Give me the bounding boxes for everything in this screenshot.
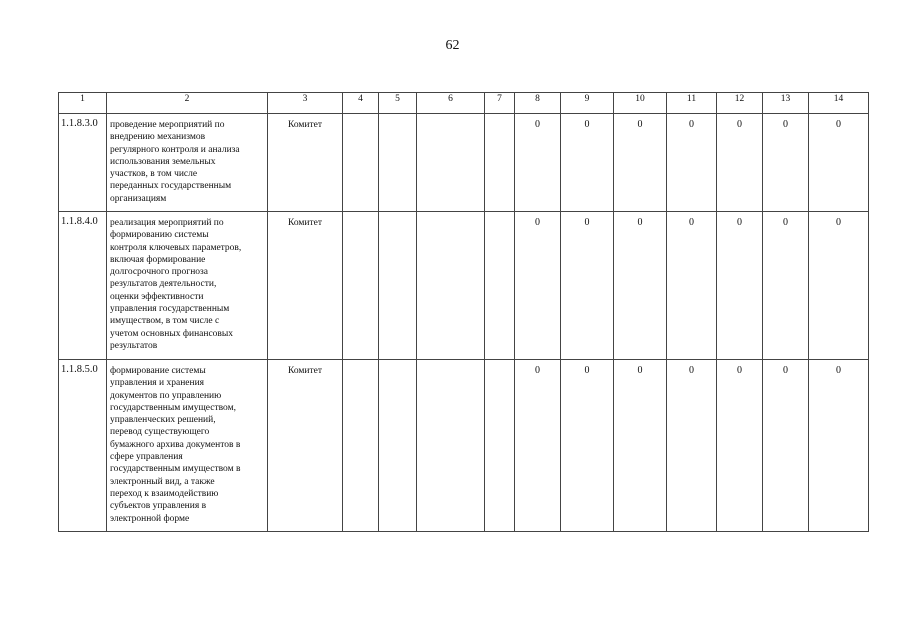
value-cell: 0	[614, 212, 667, 360]
empty-cell	[343, 114, 379, 212]
header-cell: 14	[809, 93, 869, 114]
header-cell: 5	[379, 93, 417, 114]
value-cell: 0	[614, 360, 667, 532]
value-cell: 0	[809, 212, 869, 360]
description-line: долгосрочного прогноза	[110, 267, 208, 278]
empty-cell	[417, 114, 485, 212]
description-line: электронной форме	[110, 513, 190, 524]
description-line: реализация мероприятий по	[110, 218, 224, 228]
header-cell: 12	[717, 93, 763, 114]
description-line: документов по управлению	[110, 390, 222, 401]
description-line: государственным имуществом в	[110, 464, 241, 475]
description-line: переданных государственным	[110, 181, 232, 192]
description-line: результатов деятельности,	[110, 279, 217, 290]
value-cell: 0	[763, 212, 809, 360]
header-cell: 1	[59, 93, 107, 114]
description-line: субъектов управления в	[110, 501, 207, 512]
value-cell: 0	[515, 114, 561, 212]
description-line: управления государственным	[110, 304, 230, 315]
header-cell: 2	[107, 93, 268, 114]
value-cell: 0	[515, 212, 561, 360]
empty-cell	[485, 360, 515, 532]
header-cell: 3	[268, 93, 343, 114]
program-table	[58, 92, 869, 532]
description-line: формирование системы	[110, 366, 206, 376]
row-code: 1.1.8.3.0	[59, 114, 107, 212]
row-executor: Комитет	[268, 360, 343, 532]
description-line: контроля ключевых параметров,	[110, 242, 242, 253]
header-cell: 9	[561, 93, 614, 114]
value-cell: 0	[561, 212, 614, 360]
description-line: электронный вид, а также	[110, 476, 215, 487]
empty-cell	[343, 212, 379, 360]
value-cell: 0	[763, 114, 809, 212]
description-line: регулярного контроля и анализа	[110, 144, 240, 155]
row-description	[107, 360, 268, 532]
empty-cell	[417, 360, 485, 532]
header-cell: 8	[515, 93, 561, 114]
description-line: управления и хранения	[110, 378, 205, 389]
empty-cell	[343, 360, 379, 532]
description-line: государственным имуществом,	[110, 402, 237, 413]
value-cell: 0	[561, 360, 614, 532]
row-executor: Комитет	[268, 212, 343, 360]
header-cell: 11	[667, 93, 717, 114]
description-line: имуществом, в том числе с	[110, 316, 220, 327]
description-line: проведение мероприятий по	[110, 120, 225, 130]
empty-cell	[379, 212, 417, 360]
value-cell: 0	[809, 114, 869, 212]
empty-cell	[379, 114, 417, 212]
value-cell: 0	[561, 114, 614, 212]
value-cell: 0	[717, 212, 763, 360]
description-line: результатов	[110, 340, 158, 351]
description-line: оценки эффективности	[110, 291, 204, 302]
header-cell: 7	[485, 93, 515, 114]
description-line: организациям	[110, 193, 167, 204]
value-cell: 0	[614, 114, 667, 212]
description-line: управленческих решений,	[110, 415, 216, 426]
header-row	[59, 93, 869, 114]
header-cell: 6	[417, 93, 485, 114]
value-cell: 0	[667, 360, 717, 532]
row-description	[107, 114, 268, 212]
row-description	[107, 212, 268, 360]
page-number: 62	[445, 38, 460, 53]
description-line: перевод существующего	[110, 427, 210, 438]
header-cell: 13	[763, 93, 809, 114]
description-line: переход к взаимодействию	[110, 488, 219, 499]
value-cell: 0	[515, 360, 561, 532]
row-executor: Комитет	[268, 114, 343, 212]
value-cell: 0	[667, 212, 717, 360]
description-line: бумажного архива документов в	[110, 439, 241, 450]
empty-cell	[379, 360, 417, 532]
description-line: внедрению механизмов	[110, 132, 206, 143]
description-line: учетом основных финансовых	[110, 328, 234, 339]
row-code: 1.1.8.5.0	[59, 360, 107, 532]
empty-cell	[485, 212, 515, 360]
description-line: формированию системы	[110, 230, 209, 241]
row-code: 1.1.8.4.0	[59, 212, 107, 360]
description-line: использования земельных	[110, 156, 216, 167]
header-cell: 10	[614, 93, 667, 114]
empty-cell	[485, 114, 515, 212]
empty-cell	[417, 212, 485, 360]
value-cell: 0	[667, 114, 717, 212]
value-cell: 0	[809, 360, 869, 532]
value-cell: 0	[717, 360, 763, 532]
table-row	[59, 212, 869, 360]
description-line: сфере управления	[110, 452, 183, 463]
description-line: включая формирование	[110, 254, 206, 265]
value-cell: 0	[763, 360, 809, 532]
table-row	[59, 114, 869, 212]
description-line: участков, в том числе	[110, 169, 198, 180]
value-cell: 0	[717, 114, 763, 212]
header-cell: 4	[343, 93, 379, 114]
table-row	[59, 360, 869, 532]
